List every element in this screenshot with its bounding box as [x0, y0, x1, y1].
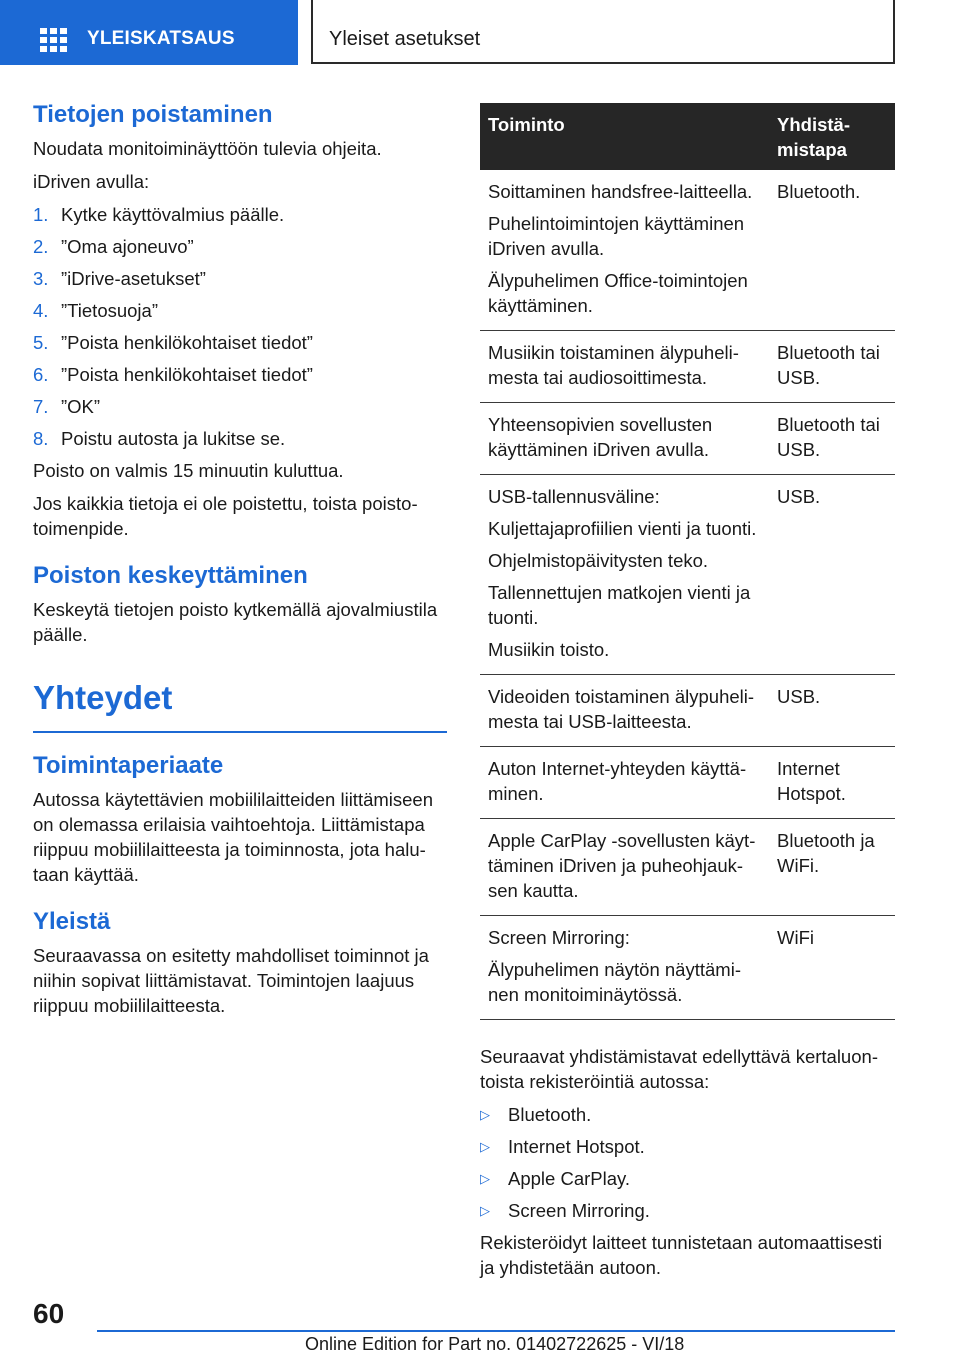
step-text: ”iDrive-asetukset” [61, 268, 206, 289]
step-number: 7. [33, 396, 49, 417]
edition-text: Online Edition for Part no. 01402722625 - VI/18 [305, 1334, 685, 1354]
section-title: Toimintaperiaate [33, 752, 224, 779]
paragraph: Rekisteröidyt laitteet tunnistetaan automaattisesti ja yhdistetään autoon. [480, 1232, 883, 1278]
triangle-bullet-icon: ▷ [480, 1203, 490, 1218]
table-row [480, 403, 895, 475]
table-row [480, 170, 895, 331]
step-text: Kytke käyttövalmius päälle. [61, 204, 285, 225]
grid-icon [40, 28, 68, 52]
function-cell [480, 675, 769, 747]
paragraph: Autossa käytettävien mobiililaitteiden liittämiseen on olemassa erilaisia vaihtoehtoja. Liittämistapa riippuu mobiililaitteesta ja toiminnosta, jota halutaan käyttää. [33, 789, 434, 885]
function-cell [480, 170, 769, 331]
cell-line: Musiikin toistaminen älypuhelimesta tai audiosoittimesta. [488, 342, 739, 388]
step-text: ”Poista henkilökohtaiset tiedot” [61, 332, 313, 353]
list-item [33, 330, 447, 355]
cell-line: USB-tallennusväline: [488, 486, 660, 507]
table-row [480, 916, 895, 1020]
section-title: Yleistä [33, 908, 111, 935]
table-row [480, 819, 895, 916]
list-item [480, 1102, 895, 1127]
function-cell [480, 819, 769, 916]
list-item [33, 266, 447, 291]
cell-line: Tallennettujen matkojen vienti ja tuonti. [488, 582, 751, 628]
list-item [33, 426, 447, 451]
bullet-text: Apple CarPlay. [508, 1168, 631, 1189]
step-text: ”Oma ajoneuvo” [61, 236, 194, 257]
column-header-method: Yhdistämistapa [769, 103, 895, 170]
bullet-text: Internet Hotspot. [508, 1136, 645, 1157]
section-title: Poiston keskeyttäminen [33, 562, 308, 589]
tab-label: Yleiset asetukset [329, 28, 481, 50]
page-number: 60 [33, 1298, 65, 1329]
cell-line: Auton Internet-yhteyden käyttäminen. [488, 758, 747, 804]
table-row [480, 475, 895, 675]
step-text: ”Poista henkilökohtaiset tiedot” [61, 364, 313, 385]
function-cell [480, 475, 769, 675]
method-cell: Bluetooth tai USB. [769, 403, 895, 475]
method-cell: USB. [769, 475, 895, 675]
function-cell [480, 403, 769, 475]
cell-line: Soittaminen handsfree-laitteella. [488, 181, 753, 202]
step-number: 1. [33, 204, 49, 225]
cell-line: Älypuhelimen näytön näyttäminen monitoiminäytössä. [488, 959, 741, 1005]
step-text: Poistu autosta ja lukitse se. [61, 428, 286, 449]
column-header-function: Toiminto [480, 103, 769, 170]
function-cell [480, 747, 769, 819]
cell-line: Videoiden toistaminen älypuhelimesta tai USB-laitteesta. [488, 686, 755, 732]
list-item [480, 1198, 895, 1223]
step-number: 8. [33, 428, 49, 449]
triangle-bullet-icon: ▷ [480, 1107, 490, 1122]
paragraph: Jos kaikkia tietoja ei ole poistettu, toista poistotoimenpide. [33, 493, 418, 539]
cell-line: Kuljettajaprofiilien vienti ja tuonti. [488, 518, 757, 539]
list-item [33, 202, 447, 227]
list-item [480, 1166, 895, 1191]
triangle-bullet-icon: ▷ [480, 1139, 490, 1154]
function-cell [480, 916, 769, 1020]
bullet-text: Screen Mirroring. [508, 1200, 650, 1221]
cell-line: Apple CarPlay -sovellusten käyttäminen iDriven ja puheohjauksen kautta. [488, 830, 756, 901]
step-number: 5. [33, 332, 49, 353]
tab-yleiset-asetukset[interactable] [311, 0, 895, 64]
table-row [480, 675, 895, 747]
method-cell: WiFi [769, 916, 895, 1020]
method-cell: Bluetooth tai USB. [769, 331, 895, 403]
cell-line: Ohjelmistopäivitysten teko. [488, 550, 709, 571]
paragraph: Seuraavat yhdistämistavat edellyttävä kertaluontoista rekisteröintiä autossa: [480, 1046, 878, 1092]
list-item [33, 298, 447, 323]
paragraph: Seuraavassa on esitetty mahdolliset toiminnot ja niihin sopivat liittämistavat. Toimintojen laajuus riippuu mobiililaitteesta. [33, 945, 429, 1016]
table-row [480, 331, 895, 403]
paragraph: Poisto on valmis 15 minuutin kuluttua. [33, 460, 344, 481]
paragraph: Keskeytä tietojen poisto kytkemällä ajovalmiustila päälle. [33, 599, 438, 645]
list-item [33, 394, 447, 419]
tab-yleiskatsaus[interactable] [0, 0, 298, 65]
step-number: 6. [33, 364, 49, 385]
chapter-title: Yhteydet [33, 679, 173, 716]
left-column [33, 100, 447, 1026]
tab-label: YLEISKATSAUS [87, 28, 235, 49]
section-title: Tietojen poistaminen [33, 101, 273, 128]
method-cell: Bluetooth ja WiFi. [769, 819, 895, 916]
method-cell: Bluetooth. [769, 170, 895, 331]
list-item [480, 1134, 895, 1159]
footer-divider [97, 1330, 895, 1332]
list-item [33, 362, 447, 387]
connection-table [480, 103, 895, 1020]
step-text: ”OK” [61, 396, 101, 417]
paragraph: Noudata monitoiminäyttöön tulevia ohjeita. [33, 138, 382, 159]
list-item [33, 234, 447, 259]
cell-line: Älypuhelimen Office-toimintojen käyttäminen. [488, 270, 748, 316]
step-list [33, 202, 447, 451]
step-number: 3. [33, 268, 49, 289]
chapter-divider [33, 731, 447, 733]
method-cell: Internet Hotspot. [769, 747, 895, 819]
method-cell: USB. [769, 675, 895, 747]
cell-line: Puhelintoimintojen käyttäminen iDriven avulla. [488, 213, 745, 259]
cell-line: Musiikin toisto. [488, 639, 610, 660]
bullet-list [480, 1102, 895, 1223]
step-number: 2. [33, 236, 49, 257]
cell-line: Yhteensopivien sovellusten käyttäminen iDriven avulla. [488, 414, 713, 460]
table-header-row [480, 103, 895, 170]
step-number: 4. [33, 300, 49, 321]
triangle-bullet-icon: ▷ [480, 1171, 490, 1186]
right-column [480, 103, 895, 1288]
step-text: ”Tietosuoja” [61, 300, 158, 321]
paragraph: iDriven avulla: [33, 171, 150, 192]
cell-line: Screen Mirroring: [488, 927, 630, 948]
table-row [480, 747, 895, 819]
bullet-text: Bluetooth. [508, 1104, 592, 1125]
function-cell [480, 331, 769, 403]
